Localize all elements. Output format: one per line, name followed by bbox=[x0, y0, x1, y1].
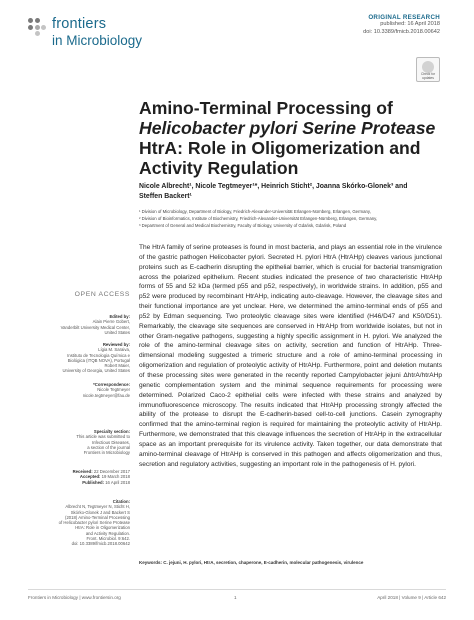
reviewed-by-block: Reviewed by: Lígia M. Saraiva, Instituto de Tecnologia Química e Biológica (ITQB NOVA), Portugal Robert Maier, University of Georgia, United States bbox=[62, 342, 130, 374]
footer-journal-link[interactable]: Frontiers in Microbiology | www.frontiersin.org bbox=[28, 595, 121, 600]
abstract bbox=[139, 243, 442, 469]
published-date: published: 16 April 2018 bbox=[380, 21, 440, 28]
title-line: Helicobacter pylori Serine Protease bbox=[139, 118, 436, 138]
affiliations bbox=[139, 209, 449, 230]
doi-link[interactable]: doi: 10.3389/fmicb.2018.00642 bbox=[363, 28, 440, 35]
page-number: 1 bbox=[234, 595, 237, 600]
check-for-updates-button[interactable] bbox=[416, 57, 440, 82]
correspondence-email[interactable]: nicole.tegtmeyer@fau.de bbox=[82, 392, 130, 398]
specialty-block: Specialty section: This article was submitted to Infectious Diseases, a section of the journal Frontiers in Microbiology bbox=[76, 429, 130, 456]
authors-line: Nicole Albrecht¹, Nicole Tegtmeyer¹*, Heinrich Sticht², Joanna Skórko-Glonek³ and bbox=[139, 183, 408, 190]
citation-doi-link[interactable]: doi: 10.3389/fmicb.2018.00642 bbox=[71, 541, 130, 547]
keywords-label: Keywords: bbox=[139, 560, 163, 565]
article-type: ORIGINAL RESEARCH bbox=[368, 14, 440, 21]
journal-logo[interactable] bbox=[28, 16, 168, 50]
correspondence-block: *Correspondence: Nicole Tegtmeyer nicole.tegtmeyer@fau.de bbox=[28, 382, 130, 398]
dates-block: Received: 22 December 2017 Accepted: 19 March 2018 Published: 16 April 2018 bbox=[72, 469, 130, 485]
title-line: Activity Regulation bbox=[139, 158, 299, 178]
journal-name: frontiers bbox=[52, 16, 107, 32]
title-line: Amino-Terminal Processing of bbox=[139, 98, 393, 118]
affiliation: ³ Department of General and Medical Biochemistry, Faculty of Biology, University of Gdańsk, Gdańsk, Poland bbox=[139, 222, 347, 228]
title-line: HtrA: Role in Oligomerization and bbox=[139, 138, 421, 158]
journal-subname: in Microbiology bbox=[52, 33, 143, 48]
article-title bbox=[139, 98, 439, 178]
keywords-text: C. jejuni, H. pylori, HtrA, secretion, chaperone, E-cadherin, molecular pathogenesis, virulence bbox=[163, 560, 364, 565]
affiliation: ¹ Division of Microbiology, Department of Biology, Friedrich-Alexander-Universität Erlangen-Nürnberg, Erlangen, Germany, bbox=[139, 209, 371, 214]
author-list bbox=[139, 182, 439, 202]
keywords bbox=[139, 560, 442, 566]
article-meta bbox=[270, 14, 440, 36]
affiliation: ² Division of Bioinformatics, Institute of Biochemistry, Friedrich-Alexander-Universität Erlangen-Nürnberg, Erlangen, Germany, bbox=[139, 215, 378, 221]
edited-by-block: Edited by: Alain Pierre Gobert, Vanderbilt University Medical Center, United States bbox=[60, 314, 130, 335]
abstract-text: The HtrA family of serine proteases is found in most bacteria, and plays an essential role in the virulence of the gastric pathogen Helicobacter pylori. Secreted H. pylori HtrA (HtrAHp) cleaves various junctional proteins such as E-cadherin disrupting the epithelial barrier, which is crucial for bacterial transmigration across the polarized epithelium. Recent studies indicated the presence of two characteristic HtrAHp forms of 55 and 52 kDa (termed p55 and p52, respectively), in worldwide strains. In addition, p55 and p52 were produced by recombinant HtrAHp, indicating auto-cleavage. However, the cleavage sites and their functional importance are yet unclear. Here, we determined the amino-terminal ends of p55 and p52 by Edman sequencing. Two proteolytic cleavage sites were identified (H46/D47 and K50/D51). Remarkably, the cleavage site sequences are conserved in HtrAHp from worldwide isolates, but not in other Gram-negative pathogens, suggesting a highly specific assignment in H. pylori. We analyzed the role of the amino-terminal cleavage sites on activity, secretion and function of HtrAHp. Three-dimensional modeling suggested a trimeric structure and a role of amino-terminal processing in oligomerization and regulation of proteolytic activity of HtrAHp. Furthermore, point and deletion mutants of these processing sites were generated in the recently reported Campylobacter jejuni ΔhtrA/htrAHp genetic complementation system and the minimal sequence requirements for processing were determined. Polarized Caco-2 epithelial cells were infected with these strains and analyzed by immunofluorescence microscopy. The results indicated that HtrAHp processing strongly affected the ability of the protease to disrupt the E-cadherin-based cell-to-cell junctions. Casein zymography confirmed that the amino-terminal region is required for maintaining the proteolytic activity of HtrAHp. Furthermore, we demonstrated that this cleavage influences the secretion of HtrAHp in the extracellular space as an important prerequisite for its virulence activity. Taken together, our data demonstrate that amino-terminal cleavage of HtrAHp is conserved in this pathogen and affects oligomerization and thus, secretion and regulatory activities, suggesting an important role in the pathogenesis of H. pylori. bbox=[139, 244, 442, 468]
page-footer bbox=[28, 589, 446, 600]
check-updates-label: Check for updates bbox=[420, 72, 436, 80]
open-access-label: OPEN ACCESS bbox=[74, 291, 130, 298]
frontiers-logo-icon bbox=[28, 18, 46, 36]
citation-block: Citation: Albrecht N, Tegtmeyer N, Sticht H, Skórko-Glonek J and Backert S (2018) Amino-Terminal Processing of Helicobacter pylori Serine Protease HtrA: Role in Oligomerization and Activity Regulation. Front. Microbiol. 9:642. doi: 10.3389/fmicb.2018.00642 bbox=[28, 499, 130, 547]
authors-line: Steffen Backert¹ bbox=[139, 193, 192, 200]
footer-volume: April 2018 | Volume 9 | Article 642 bbox=[377, 595, 446, 600]
